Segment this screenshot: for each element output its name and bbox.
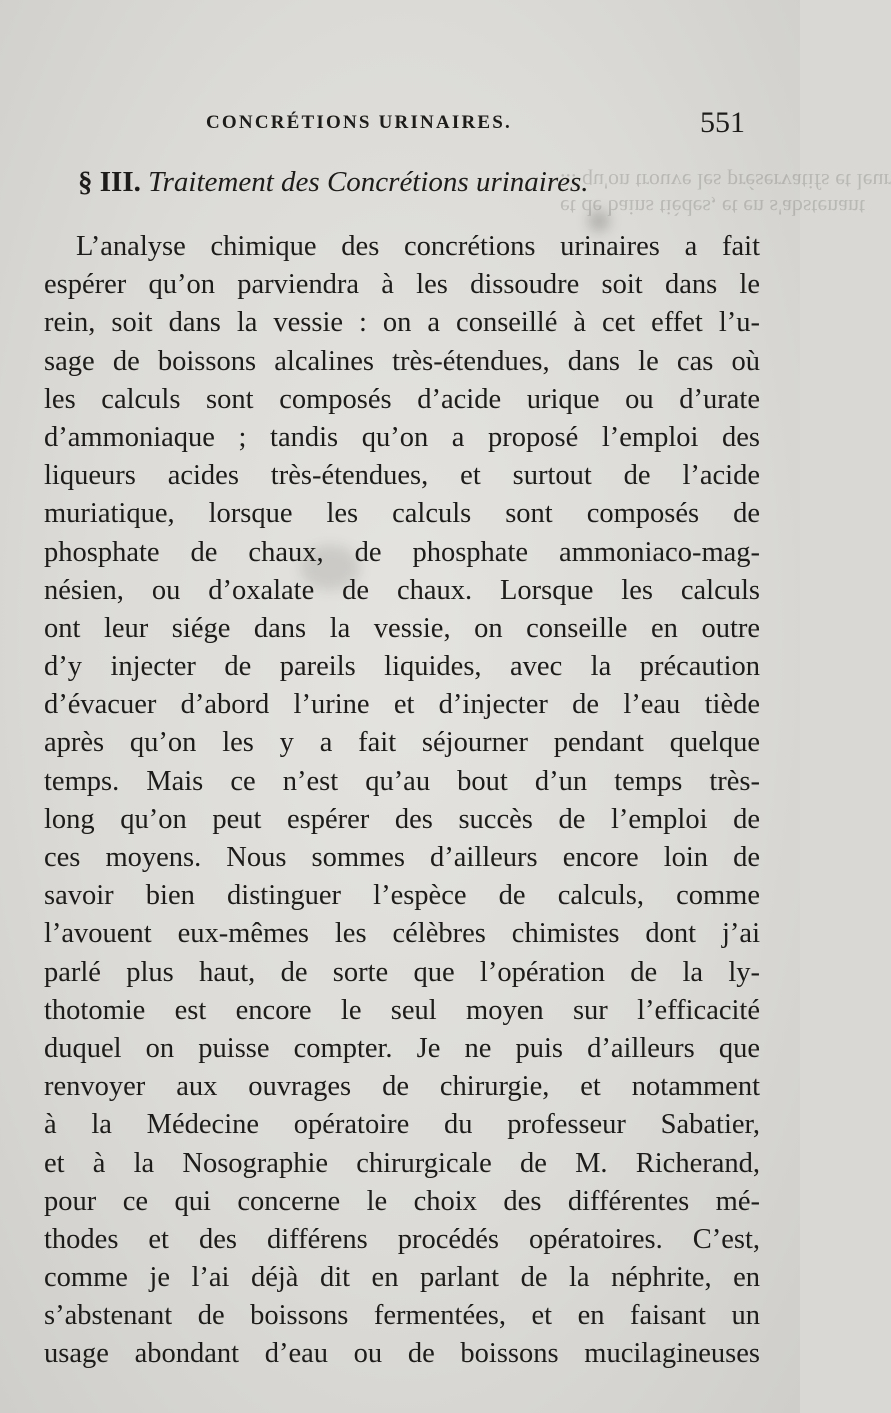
text-line: et à la Nosographie chirurgicale de M. Richerand, [44, 1147, 760, 1179]
text-line: renvoyer aux ouvrages de chirurgie, et notamment [44, 1071, 760, 1103]
text-line: duquel on puisse compter. Je ne puis d’ailleurs que [44, 1032, 760, 1064]
text-line: thotomie est encore le seul moyen sur l’efficacité [44, 994, 760, 1026]
text-line: d’évacuer d’abord l’urine et d’injecter de l’eau tiède [44, 689, 760, 721]
text-line: d’ammoniaque ; tandis qu’on a proposé l’emploi des [44, 421, 760, 453]
text-line: sage de boissons alcalines très-étendues, dans le cas où [44, 345, 760, 377]
text-line: temps. Mais ce n’est qu’au bout d’un temps très- [44, 765, 760, 797]
text-line: l’avouent eux-mêmes les célèbres chimistes dont j’ai [44, 918, 760, 950]
text-line: muriatique, lorsque les calculs sont composés de [44, 498, 760, 530]
text-line: long qu’on peut espérer des succès de l’emploi de [44, 803, 760, 835]
page-number: 551 [700, 106, 745, 139]
text-line: espérer qu’on parviendra à les dissoudre soit dans le [44, 269, 760, 301]
text-line: phosphate de chaux, de phosphate ammoniaco-mag- [44, 536, 760, 568]
running-title: CONCRÉTIONS URINAIRES. [206, 112, 513, 133]
text-line: parlé plus haut, de sorte que l’opération de la ly- [44, 956, 760, 988]
page-header [0, 106, 800, 142]
text-line: comme je l’ai déjà dit en parlant de la néphrite, en [44, 1262, 760, 1294]
text-line: d’y injecter de pareils liquides, avec la précaution [44, 651, 760, 683]
bleed-through-text: et de bains tièdes, et en s'abstenant ... qu'on trouve les préservatifs et leur [560, 169, 891, 220]
text-line: s’abstenant de boissons fermentées, et en faisant un [44, 1300, 760, 1332]
body-text [44, 228, 760, 1374]
text-line: ces moyens. Nous sommes d’ailleurs encore loin de [44, 842, 760, 873]
text-line: après qu’on les y a fait séjourner pendant quelque [44, 727, 760, 759]
text-line: liqueurs acides très-étendues, et surtout de l’acide [44, 460, 760, 492]
section-title: Traitement des Concrétions urinaires. [148, 166, 589, 198]
text-line: savoir bien distinguer l’espèce de calculs, comme [44, 880, 760, 912]
section-number: § III. [78, 166, 141, 198]
text-line: pour ce qui concerne le choix des différentes mé- [44, 1185, 760, 1217]
text-line: L’analyse chimique des concrétions urinaires a fait [76, 231, 760, 262]
text-line: rein, soit dans la vessie : on a conseillé à cet effet l’u- [44, 307, 760, 339]
section-heading [78, 166, 758, 199]
text-line: à la Médecine opératoire du professeur Sabatier, [44, 1109, 760, 1141]
text-line: les calculs sont composés d’acide urique ou d’urate [44, 383, 760, 415]
text-line: ont leur siége dans la vessie, on conseille en outre [44, 612, 760, 644]
text-line: usage abondant d’eau ou de boissons mucilagineuses [44, 1338, 760, 1370]
text-line: thodes et des différens procédés opératoires. C’est, [44, 1223, 760, 1255]
text-line: nésien, ou d’oxalate de chaux. Lorsque les calculs [44, 574, 760, 606]
